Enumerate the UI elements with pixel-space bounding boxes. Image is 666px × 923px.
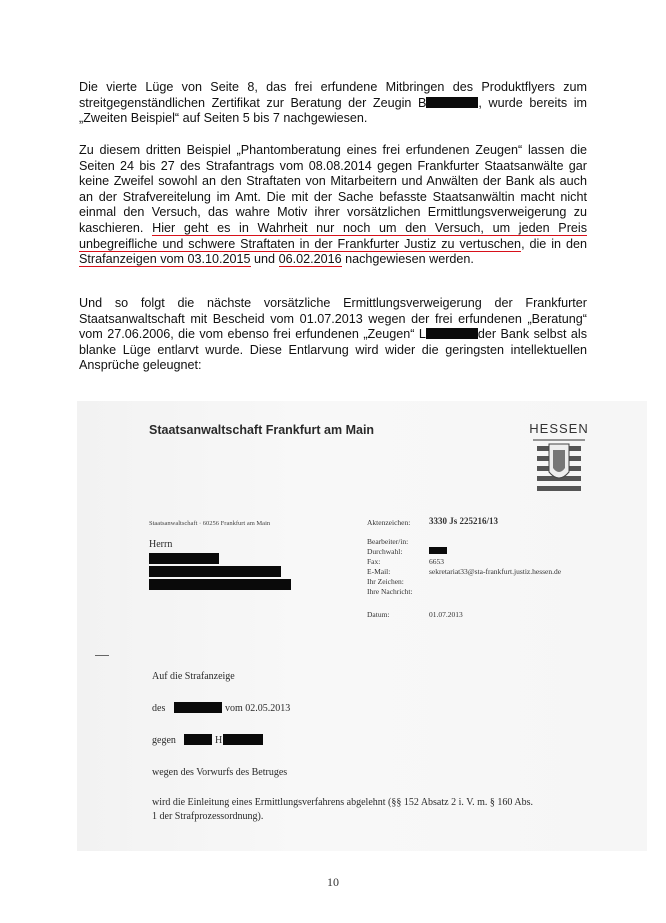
redaction-block [149,579,291,590]
paragraph-2-text-d: und [250,252,279,267]
letter-line-2a: des [152,703,166,714]
email-value: sekretariat33@sta-frankfurt.justiz.hessen.de [429,567,562,576]
datum-value: 01.07.2013 [429,610,463,619]
redaction-block [426,328,478,339]
aktenzeichen-label: Aktenzeichen: [367,518,411,527]
redaction-block [174,702,222,713]
paragraph-2-text-e: nachgewiesen werden. [341,252,474,267]
letter-line-4: wegen des Vorwurfs des Betruges [152,767,288,778]
page-number: 10 [327,875,339,889]
fax-value: 6653 [429,557,444,566]
letter-agency-title: Staatsanwaltschaft Frankfurt am Main [149,423,375,437]
redaction-block [149,553,219,564]
paragraph-1-text-b: , wurde bereits im „Zweiten Beispiel“ auf Seiten 5 bis 7 nachgewiesen. [79,95,587,126]
paragraph-1 [79,80,587,127]
letter-line-6: 1 der Strafprozessordnung). [152,811,264,822]
datum-label: Datum: [367,610,390,619]
paragraph-3-text-b: der Bank selbst als blanke Lüge entlarvt wurde. Diese Entlarvung wird wider die geringsten intellektuellen Ansprüche geleugnet: [79,327,587,373]
paragraph-3 [79,296,587,374]
letter-line-3a: gegen [152,735,176,746]
paragraph-2 [79,143,587,268]
bearbeiter-label: Bearbeiter/in: [367,537,409,546]
letter-line-3b: H [215,735,223,746]
redaction-block [429,547,447,554]
fold-mark [95,655,109,656]
redaction-block [223,734,263,745]
paragraph-2-text-a: Zu diesem dritten Beispiel „Phantomberatung eines frei erfundenen Zeugen“ lassen die Seiten 24 bis 27 des Strafantrags vom 08.08.2014 gegen Frankfurter Staatsanwälte gar keine Zweifel sowohl an den Straftaten von Mitarbeitern und Anwälten der Bank als auch an der Strafvereitelung im Amt. Die mit der Sache befasste Staatsanwältin macht nicht einmal den Versuch, das wahre Motiv ihrer vorsätzlichen Ermittlungsverweigerung zu kaschieren. [79,143,587,235]
paragraph-3-text-a: Und so folgt die nächste vorsätzliche Ermittlungsverweigerung der Frankfurter Staatsanwaltschaft mit Bescheid vom 01.07.2013 wegen der frei erfundenen „Beratung“ vom 27.06.2006, die vom ebenso frei erfundenen „Zeugen“ L [79,296,587,342]
highlight-underline-2: Strafanzeigen vom 03.10.2015 [79,252,251,267]
highlight-underline-3: 06.02.2016 [278,252,342,267]
recipient-salutation: Herrn [149,539,173,550]
hessen-emblem [529,421,589,503]
redaction-block [184,734,212,745]
email-label: E-Mail: [367,567,391,576]
ihre-zeichen-label: Ihr Zeichen: [367,577,404,586]
aktenzeichen-value: 3330 Js 225216/13 [429,516,499,526]
scanned-letter [77,401,647,851]
sender-return-line: Staatsanwaltschaft · 60256 Frankfurt am Main [149,520,271,527]
redaction-block [426,97,478,108]
paragraph-1-text-a: Die vierte Lüge von Seite 8, das frei erfundene Mitbringen des Produktflyers zum streitgegenständlichen Zertifikat zur Beratung der Zeugin B [79,80,587,110]
paragraph-2-text-c: , die in den [521,236,587,251]
highlight-underline-1: Hier geht es in Wahrheit nur noch um den Versuch, um jeden Preis unbegreifliche und schwere Straftaten in der Frankfurter Justiz zu vertuschen [79,220,587,251]
letter-line-5: wird die Einleitung eines Ermittlungsverfahrens abgelehnt (§§ 152 Absatz 2 i. V. m. § 160 Abs. [152,797,533,808]
coat-of-arms-icon [529,436,589,498]
ihre-nachricht-label: Ihre Nachricht: [367,587,413,596]
durchwahl-label: Durchwahl: [367,547,403,556]
letter-line-2b: vom 02.05.2013 [225,703,291,714]
redaction-block [149,566,281,577]
letter-line-1: Auf die Strafanzeige [152,671,235,682]
hessen-wordmark: HESSEN [529,421,589,436]
fax-label: Fax: [367,557,381,566]
